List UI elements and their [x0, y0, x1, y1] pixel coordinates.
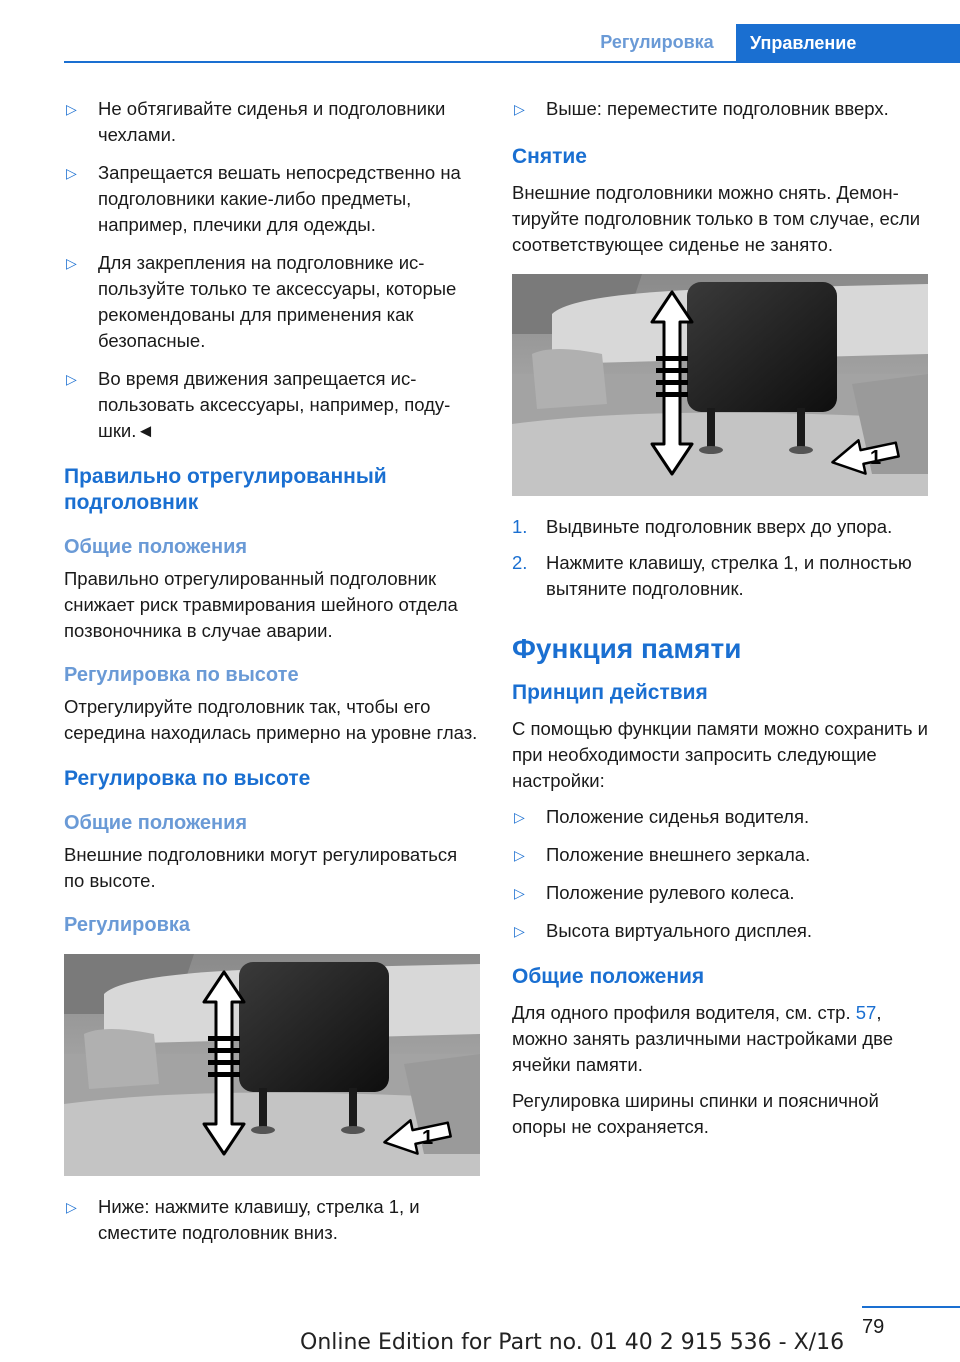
heading-general: Общие положения: [64, 536, 248, 558]
list-item: ▷ Выше: переместите подголовник вверх.: [512, 96, 928, 122]
heading-correct-headrest: Правильно отрегулированный подголовник: [64, 465, 387, 514]
list-item: ▷ Запрещается вешать непосредственно на подголовники какие-либо предметы, например, плечики для одежды.: [64, 160, 480, 238]
step-item: 2. Нажмите клавишу, стрелка 1, и полностью вытяните подголовник.: [512, 552, 912, 599]
triangle-bullet-icon: ▷: [66, 1199, 77, 1215]
list-item: ▷ Для закрепления на подголовнике используйте только те аксессуары, которые рекомендованы для применения как безопасные.: [64, 250, 480, 354]
list-item: ▷ Ниже: нажмите клавишу, стрелка 1, и сместите подголовник вниз.: [64, 1194, 480, 1246]
heading-height-adjust: Регулировка по высоте: [64, 664, 299, 686]
heading-general: Общие положения: [512, 965, 705, 988]
heading-adjust: Регулировка: [64, 914, 191, 936]
photo-label-1: 1: [870, 447, 882, 469]
list-item: ▷ Во время движения запрещается использовать аксессуары, например, подушки.◄: [64, 366, 480, 444]
list-item: ▷ Высота виртуального дисплея.: [512, 918, 928, 944]
paragraph: Внешние подголовники могут регулироваться по высоте.: [64, 844, 458, 891]
section-tab[interactable]: Регулировка: [600, 32, 714, 52]
headrest-photo-adjust: [64, 954, 480, 1176]
paragraph: С помощью функции памяти можно сохранить и при необходимости запросить следующие настройки:: [512, 718, 928, 791]
footer-rule: [862, 1306, 960, 1308]
header-rule: [64, 61, 960, 63]
heading-height-adjust-section: Регулировка по высоте: [64, 767, 311, 790]
right-column: [512, 96, 928, 1150]
photo-label-1: 1: [422, 1127, 434, 1149]
up-down-arrow-icon: [652, 292, 692, 474]
triangle-bullet-icon: ▷: [514, 809, 525, 825]
heading-general: Общие положения: [64, 812, 248, 834]
page-link-57[interactable]: 57: [855, 1002, 877, 1023]
triangle-bullet-icon: ▷: [514, 885, 525, 901]
triangle-bullet-icon: ▷: [514, 101, 525, 117]
left-column: [64, 96, 480, 1258]
paragraph: Отрегулируйте подголовник так, чтобы его середина находилась примерно на уровне глаз.: [64, 696, 478, 743]
chapter-tab[interactable]: Управление: [736, 24, 960, 63]
heading-principle: Принцип действия: [512, 681, 708, 704]
list-item: ▷ Положение сиденья водителя.: [512, 804, 928, 830]
paragraph: Внешние подголовники можно снять. Демонтируйте подголовник только в том случае, если соответствующее сиденье не занято.: [512, 182, 921, 255]
list-item: ▷ Не обтягивайте сиденья и подголовники чехлами.: [64, 96, 480, 148]
headrest-photo-removal: [512, 274, 928, 496]
triangle-bullet-icon: ▷: [66, 165, 77, 181]
heading-memory-function: Функция памяти: [512, 633, 742, 664]
page-header: [0, 0, 960, 62]
triangle-bullet-icon: ▷: [66, 371, 77, 387]
paragraph: Правильно отрегулированный подголовник снижает риск травмирования шейного отдела позвоночника в случае аварии.: [64, 568, 458, 641]
edition-watermark: Online Edition for Part no. 01 40 2 915 536 - X/16: [300, 1330, 845, 1355]
page-number: 79: [862, 1316, 885, 1338]
step-item: 1. Выдвиньте подголовник вверх до упора.: [512, 516, 893, 537]
paragraph-profile: Для одного профиля водителя, см. стр. 57, можно занять различными настройками две ячейки памяти.: [512, 1002, 894, 1075]
triangle-bullet-icon: ▷: [66, 255, 77, 271]
triangle-bullet-icon: ▷: [66, 101, 77, 117]
up-down-arrow-icon: [204, 972, 244, 1154]
heading-removal: Снятие: [512, 145, 587, 168]
list-item: ▷ Положение рулевого колеса.: [512, 880, 928, 906]
list-item: ▷ Положение внешнего зеркала.: [512, 842, 928, 868]
triangle-bullet-icon: ▷: [514, 923, 525, 939]
paragraph: Регулировка ширины спинки и поясничной опоры не сохраняется.: [512, 1090, 879, 1137]
triangle-bullet-icon: ▷: [514, 847, 525, 863]
